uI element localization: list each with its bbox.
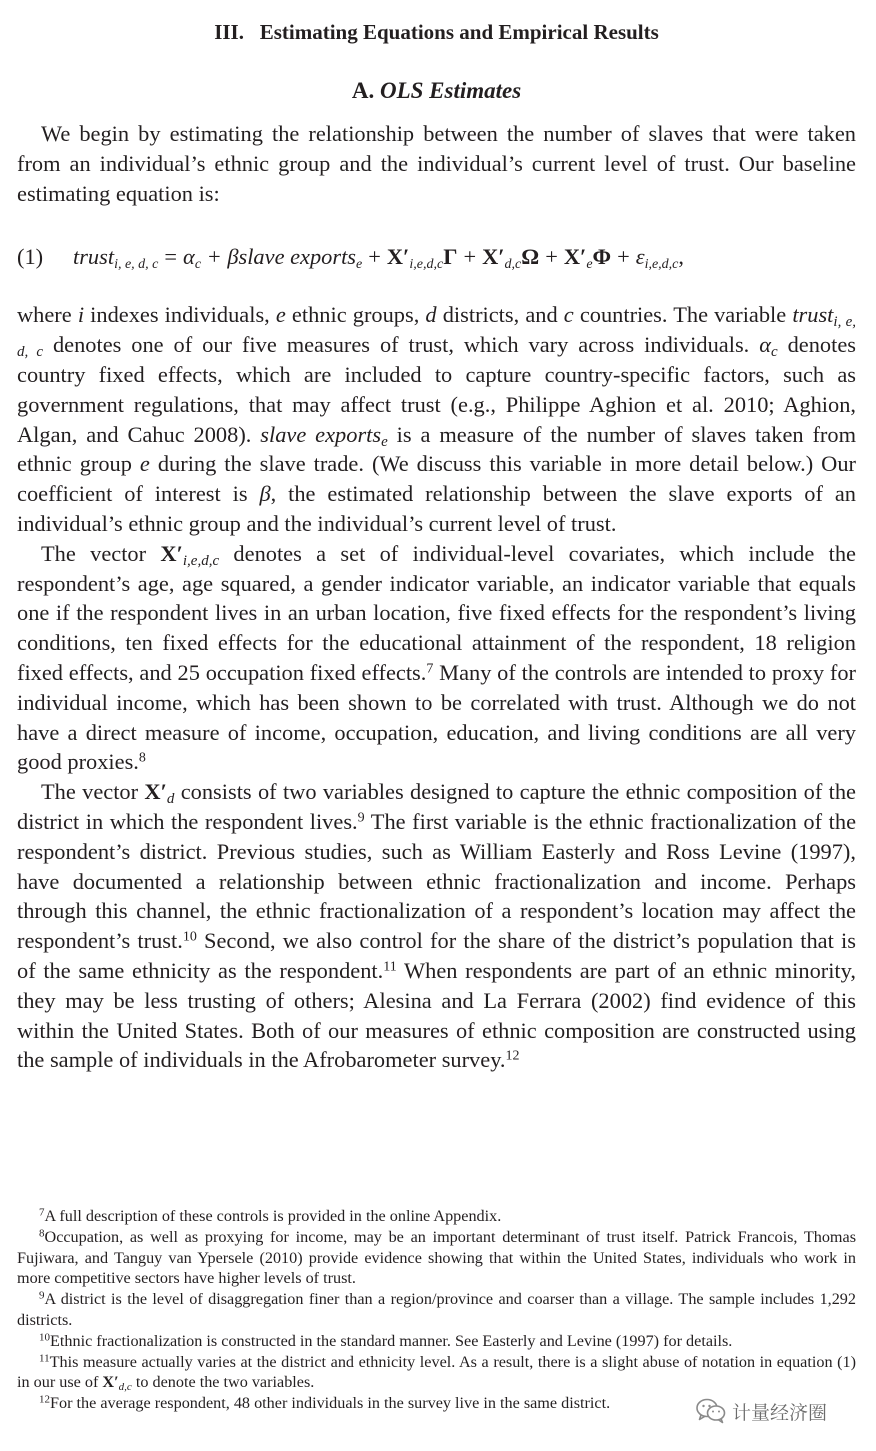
paragraph-2: where i indexes individuals, e ethnic groups, d districts, and c countries. The variable trust$_{i, e, d, c}$ denotes one of our five measures of trust, which vary across individuals. $\alpha_c$ denotes country fixed effects, which are included to capture country-specific factors, such as government regulations, that may affect trust (e.g., Philippe Aghion et al. 2010; Aghion, Algan, and Cahuc 2008). slave exports$_e$ is a measure of the number of slaves taken from ethnic group e during the slave trade. (We discuss this variable in more detail below.) Our coefficient of interest is β, the estimated relationship between the slave exports of an individual’s ethnic group and the individual’s current level of trust. xyxy=(17,302,856,536)
eq-epsilon-sub: i,e,d,c xyxy=(644,257,679,273)
eq-x-ethnic: X′ xyxy=(563,244,587,270)
eq-phi: Φ xyxy=(592,244,612,270)
eq-epsilon: ε xyxy=(635,244,645,270)
footnote-8: $^8$Occupation, as well as proxying for income, may be an important determinant of trust itself. Patrick Francois, Thomas Fujiwara, and Tanguy van Ypersele (2010) provide evidence showing that within the United States, individuals who work in more competitive sectors have higher levels of trust. xyxy=(17,1227,856,1288)
eq-alpha: α xyxy=(183,244,195,270)
eq-omega: Ω xyxy=(521,244,540,270)
eq-gamma: Γ xyxy=(443,244,458,270)
footnote-ref-9[interactable]: 9 xyxy=(357,810,365,826)
footnote-ref-11[interactable]: 11 xyxy=(383,959,397,975)
subsection-letter: A. xyxy=(351,78,375,103)
footnote-12: $^{12}$For the average respondent, 48 other individuals in the survey live in the same district. xyxy=(39,1393,611,1413)
eq-slave-exports: slave exports xyxy=(238,244,357,270)
eq-x-ethnic-sub: e xyxy=(586,257,593,273)
eq-x-district: X′ xyxy=(482,244,505,270)
eq-beta: + β xyxy=(206,244,239,270)
footnote-ref-12[interactable]: 12 xyxy=(505,1048,520,1064)
eq-lhs-sub: i, e, d, c xyxy=(114,257,159,273)
footnote-ref-10[interactable]: 10 xyxy=(182,929,197,945)
subsection-title-text: OLS Estimates xyxy=(379,78,522,103)
equation-1 xyxy=(17,232,856,282)
eq-alpha-sub: c xyxy=(194,257,202,273)
eq-x-individual-sub: i,e,d,c xyxy=(409,257,444,273)
paragraph-1: We begin by estimating the relationship between the number of slaves that were taken from an individual’s ethnic group and the individual’s current level of trust. Our baseline estimating equation is: xyxy=(17,121,856,206)
watermark-text: 计量经济圈 xyxy=(732,1401,828,1424)
footnote-7: $^7$A full description of these controls is provided in the online Appendix. xyxy=(39,1206,502,1225)
eq-lhs: trust xyxy=(73,244,115,270)
footnote-10: $^{10}$Ethnic fractionalization is constructed in the standard manner. See Easterly and Levine (1997) for details. xyxy=(39,1331,733,1350)
section-number: III. xyxy=(214,20,244,44)
eq-x-district-sub: d,c xyxy=(504,257,522,273)
paragraph-3: The vector $X'_{i,e,d,c}$ denotes a set of individual-level covariates, which include the respondent’s age, age squared, a gender indicator variable, an indicator variable that equals one if the respondent lives in an urban location, five fixed effects for the respondent’s living conditions, ten fixed effects for the educational attainment of the respondent, 18 religion fixed effects, and 25 occupation fixed effects.$^7$ Many of the controls are intended to proxy for individual income, which has been shown to be correlated with trust. Although we do not have a direct measure of income, occupation, education, and living conditions are all very good proxies.$^8$ xyxy=(17,540,856,775)
footnotes xyxy=(17,1206,856,1414)
paper-page xyxy=(17,12,856,1075)
subsection-title xyxy=(17,76,856,106)
wechat-icon xyxy=(696,1398,726,1424)
footnote-9: $^9$A district is the level of disaggregation finer than a region/province and coarser than a village. The sample includes 1,292 districts. xyxy=(17,1289,856,1329)
equation-number: (1) xyxy=(17,244,44,270)
eq-x-individual: X′ xyxy=(386,244,410,270)
section-title-text: Estimating Equations and Empirical Results xyxy=(259,20,659,44)
watermark xyxy=(696,1396,827,1426)
paragraph-4: The vector $X'_d$ consists of two variables designed to capture the ethnic composition of the district in which the respondent lives.$^9$ The first variable is the ethnic fractionalization of the respondent’s district. Previous studies, such as William Easterly and Ross Levine (1997), have documented a relationship between ethnic fractionalization and income. Perhaps through this channel, the ethnic fractionalization of a respondent’s location may affect the respondent’s trust.$^{10}$ Second, we also control for the share of the district’s population that is of the same ethnicity as the respondent.$^{11}$ When respondents are part of an ethnic minority, they may be less trusting of others; Alesina and La Ferrara (2002) find evidence of this within the United States. Both of our measures of ethnic composition are constructed using the sample of individuals in the Afrobarometer survey.$^{12}$ xyxy=(17,779,857,1073)
eq-equals: = xyxy=(164,244,178,270)
footnote-11: $^{11}$This measure actually varies at the district and ethnicity level. As a result, there is a slight abuse of notation in equation (1) in our use of $X'_{d,c}$ to denote the two variables. xyxy=(17,1352,856,1394)
equation-body: trust$_{i, e, d, c}$ = $\alpha_c$ + βslave exports$_e$ + $X'_{i,e,d,c}\Gamma + X'_{d,c}\Omega + X'_e\Phi + \varepsilon_{i,e,d,c}$, xyxy=(73,244,685,273)
footnote-ref-7[interactable]: 7 xyxy=(426,661,434,677)
eq-comma: , xyxy=(678,244,685,270)
footnote-ref-8[interactable]: 8 xyxy=(138,750,146,766)
eq-slave-sub: e xyxy=(356,257,363,273)
section-title xyxy=(17,18,856,46)
